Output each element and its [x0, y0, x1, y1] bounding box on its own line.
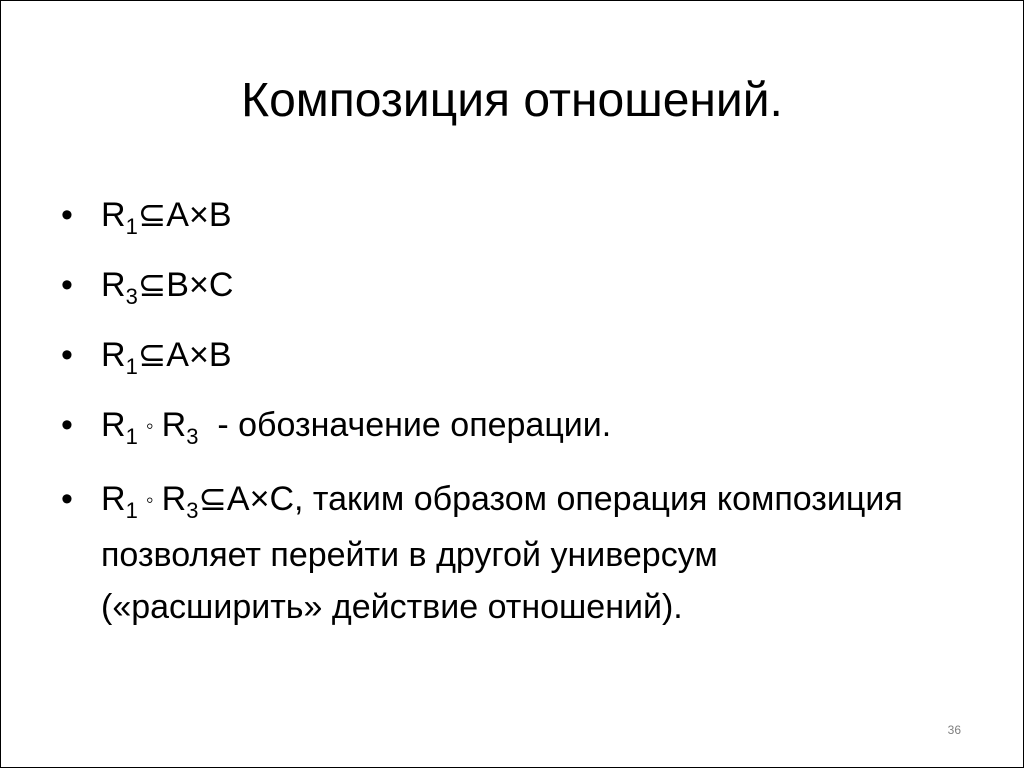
bullet-text: $R_1$ ◦ $R_3⊆A\times C$, таким образом операция композиция позволяет перейти в другой универсум («расширить» действие отношений). [101, 480, 903, 626]
bullet-text: $R_1⊆A\times B$ [101, 196, 232, 239]
list-item [61, 329, 921, 381]
bullet-icon: • [61, 266, 73, 304]
list-item [61, 399, 921, 455]
page-number: 36 [947, 723, 961, 737]
bullet-text: $R_1$ ◦ $R_3$ - обозначение операции. [101, 406, 612, 449]
bullet-icon: • [61, 480, 73, 518]
bullet-text: $R_1⊆A\times B$ [101, 336, 232, 379]
slide-title: Композиция отношений. [241, 74, 783, 127]
list-item [61, 259, 921, 311]
list-item [61, 189, 921, 241]
bullet-text: $R_3⊆B\times C$ [101, 266, 234, 309]
bullet-icon: • [61, 336, 73, 374]
bullet-icon: • [61, 196, 73, 234]
bullet-icon: • [61, 406, 73, 444]
list-item [61, 473, 921, 633]
bullet-list [61, 189, 921, 651]
composition-operator: ◦ [145, 413, 154, 438]
composition-operator: ◦ [145, 487, 154, 512]
